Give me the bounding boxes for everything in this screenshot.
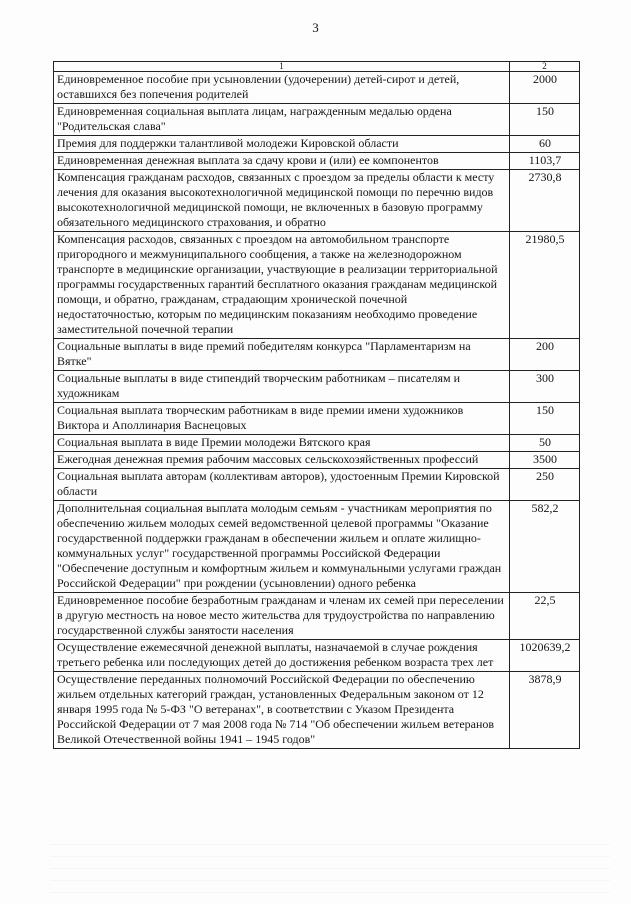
column-number-2: 2 [510, 62, 580, 72]
table-row [54, 452, 580, 469]
row-description: Социальная выплата авторам (коллективам авторов), удостоенным Премии Кировской области [54, 469, 510, 501]
scan-artifact [50, 833, 610, 893]
table-row [54, 501, 580, 593]
row-description: Единовременное пособие при усыновлении (удочерении) детей-сирот и детей, оставшихся без попечения родителей [54, 72, 510, 104]
row-amount: 200 [510, 339, 580, 371]
row-amount: 22,5 [510, 593, 580, 640]
row-description: Компенсация гражданам расходов, связанных с проездом за пределы области к месту лечения для оказания высокотехнологичной медицинской помощи по перечню видов высокотехнологичной медицинской помощи, не включенных в базовую программу обязательного медицинского страхования, и обратно [54, 170, 510, 232]
row-amount: 1103,7 [510, 153, 580, 170]
row-amount: 60 [510, 136, 580, 153]
table-header-row [54, 62, 580, 72]
table-row [54, 339, 580, 371]
row-description: Социальная выплата в виде Премии молодежи Вятского края [54, 435, 510, 452]
row-amount: 3500 [510, 452, 580, 469]
table-row [54, 403, 580, 435]
table-row [54, 593, 580, 640]
page-number: 3 [312, 20, 319, 35]
table-row [54, 153, 580, 170]
row-description: Компенсация расходов, связанных с проездом на автомобильном транспорте пригородного и межмуниципального сообщения, а также на железнодорожном транспорте в медицинские организации, участвующие в реализации территориальной программы государственных гарантий бесплатного оказания гражданам медицинской помощи, и обратно, гражданам, страдающим хронической почечной недостаточностью, которым по медицинским показаниям необходимо проведение заместительной почечной терапии [54, 232, 510, 339]
row-amount: 150 [510, 403, 580, 435]
row-amount: 50 [510, 435, 580, 452]
row-amount: 150 [510, 104, 580, 136]
row-description: Ежегодная денежная премия рабочим массовых сельскохозяйственных профессий [54, 452, 510, 469]
row-amount: 2730,8 [510, 170, 580, 232]
table-row [54, 170, 580, 232]
row-description: Дополнительная социальная выплата молодым семьям - участникам мероприятия по обеспечению жильем молодых семей ведомственной целевой программы "Оказание государственной поддержки гражданам в обеспечении жильем и оплате жилищно-коммунальных услуг" государственной программы Российской Федерации "Обеспечение доступным и комфортным жильем и коммунальными услугами граждан Российской Федерации" при рождении (усыновлении) одного ребенка [54, 501, 510, 593]
budget-table [53, 61, 580, 749]
row-description: Единовременная социальная выплата лицам, награжденным медалью ордена "Родительская слава" [54, 104, 510, 136]
table-row [54, 104, 580, 136]
row-amount: 3878,9 [510, 672, 580, 749]
row-description: Единовременное пособие безработным гражданам и членам их семей при переселении в другую местность на новое место жительства для трудоустройства по направлению государственной службы занятости населения [54, 593, 510, 640]
table-row [54, 136, 580, 153]
row-description: Единовременная денежная выплата за сдачу крови и (или) ее компонентов [54, 153, 510, 170]
table-row [54, 469, 580, 501]
row-amount: 2000 [510, 72, 580, 104]
row-description: Осуществление переданных полномочий Российской Федерации по обеспечению жильем отдельных категорий граждан, установленных Федеральным законом от 12 января 1995 года № 5-ФЗ "О ветеранах", в соответствии с Указом Президента Российской Федерации от 7 мая 2008 года № 714 "Об обеспечении жильем ветеранов Великой Отечественной войны 1941 – 1945 годов" [54, 672, 510, 749]
row-amount: 250 [510, 469, 580, 501]
row-description: Осуществление ежемесячной денежной выплаты, назначаемой в случае рождения третьего ребенка или последующих детей до достижения ребенком возраста трех лет [54, 640, 510, 672]
table-row [54, 435, 580, 452]
table-row [54, 640, 580, 672]
column-number-1: 1 [54, 62, 510, 72]
row-amount: 21980,5 [510, 232, 580, 339]
row-amount: 300 [510, 371, 580, 403]
table-row [54, 371, 580, 403]
table-row [54, 232, 580, 339]
row-amount: 582,2 [510, 501, 580, 593]
row-description: Социальная выплата творческим работникам в виде премии имени художников Виктора и Аполлинария Васнецовых [54, 403, 510, 435]
row-description: Премия для поддержки талантливой молодежи Кировской области [54, 136, 510, 153]
row-description: Социальные выплаты в виде стипендий творческим работникам – писателям и художникам [54, 371, 510, 403]
table-row [54, 72, 580, 104]
row-amount: 1020639,2 [510, 640, 580, 672]
row-description: Социальные выплаты в виде премий победителям конкурса "Парламентаризм на Вятке" [54, 339, 510, 371]
table-row [54, 672, 580, 749]
